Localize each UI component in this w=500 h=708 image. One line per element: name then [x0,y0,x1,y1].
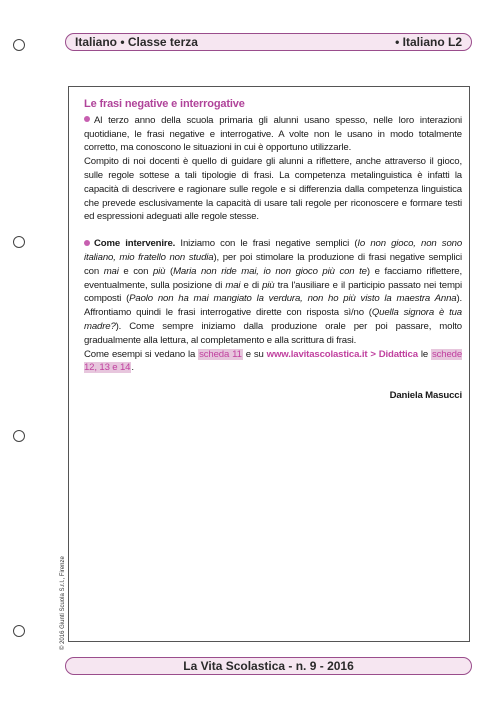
paragraph-3: Come intervenire. Iniziamo con le frasi negative semplici (Io non gioco, non sono italiano, mio fratello non studia), per poi stimolare la produzione di frasi negative semplici con mai e con più (Maria non ride mai, io non gioco più con te) e facciamo riflettere, eventualmente, sulla posizione di mai e di più tra l'ausiliare e il participio passato nei tempi composti (Paolo non ha mai mangiato la verdura, non ho più visto la maestra Anna). Affrontiamo quindi le frasi interrogative dirette con risposta sì/no (Quella signora è tua madre?). Come sempre iniziamo dalla produzione orale per poi passare, molto gradualmente alla lettura, al completamento e alla scrittura di frasi. [84,238,463,346]
header-right: • Italiano L2 [395,35,462,49]
paragraph-4: Come esempi si vedano la scheda 11 e su www.lavitascolastica.it > Didattica le schede 12, 13 e 14. [84,348,463,374]
scheda-11-link[interactable]: scheda 11 [199,348,242,360]
header-bar [65,33,472,51]
article-title: Le frasi negative e interrogative [84,98,245,110]
binder-hole-3 [13,430,25,442]
schede-link[interactable]: schede 12, 13 e 14 [84,348,463,374]
footer-bar [65,657,472,675]
binder-hole-2 [13,236,25,248]
paragraph-2: Compito di noi docenti è quello di guidare gli alunni a riflettere, anche attraverso il gioco, sulle regole sottese a tali tipologie di frasi. La competenza metalinguistica è infatti la capacità di descrivere e ragionare sulle regole e si differenzia dalla competenza linguistica che prevede esclusivamente la capacità di usare tali regole per riconoscere e formare testi ed espressioni adeguati alle regole stesse. [84,156,462,223]
binder-hole-1 [13,39,25,51]
author-signature: Daniela Masucci [389,390,462,402]
binder-hole-4 [13,625,25,637]
copyright-notice: © 2016 Giunti Scuola S.r.l., Firenze [60,556,66,650]
website-link[interactable]: www.lavitascolastica.it > Didattica [266,348,418,360]
paragraph-1: Al terzo anno della scuola primaria gli alunni usano spesso, nelle loro interazioni quotidiane, le frasi negative e interrogative. A volte non le usano in modo totalmente corretto, ma conoscono le situazioni in cui è opportuno utilizzarle. [84,114,462,154]
bullet-icon [84,240,90,246]
header-left: Italiano • Classe terza [75,35,198,49]
article [84,98,462,403]
footer-text: La Vita Scolastica - n. 9 - 2016 [183,659,354,673]
bullet-icon [84,116,90,122]
